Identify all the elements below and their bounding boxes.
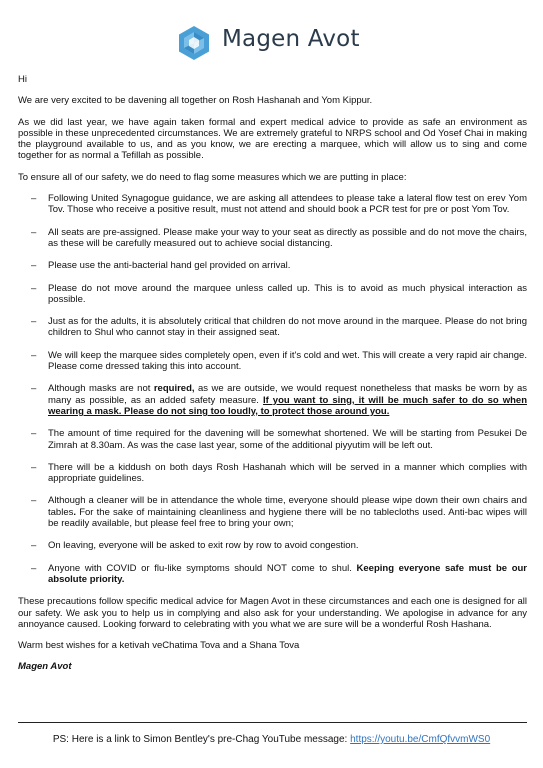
footer-divider	[18, 722, 527, 723]
list-item-masks: – Although masks are not required, as we are outside, we would request nonetheless that masks be worn by as many as possible, as an added safety measure. If you want to sing, it will be much safer to do so when wearing a mask. Please do not sing too loudly, to protect those around you.	[31, 383, 527, 417]
priority-statement: Keeping everyone safe must be our absolute priority.	[48, 562, 528, 585]
bullet-dash: –	[31, 383, 37, 395]
footer-text: PS: Here is a link to Simon Bentley's pre-Chag YouTube message:	[52, 734, 351, 745]
list-item: – On leaving, everyone will be asked to exit row by row to avoid congestion.	[31, 540, 359, 552]
list-item: – There will be a kiddush on both days Rosh Hashanah which will be served in a manner which complies with appropriate guidelines.	[31, 461, 527, 485]
bullet-dash: –	[31, 461, 37, 473]
bullet-dash: –	[31, 282, 37, 294]
measures-intro: To ensure all of our safety, we do need to flag some measures which we are putting in place:	[18, 171, 407, 183]
list-item: – Following United Synagogue guidance, we are asking all attendees to please take a lateral flow test on erev Yom Tov. Those who receive a positive result, must not attend and should book a PCR test for pre or post Yom Tov.	[31, 193, 527, 216]
list-item-symptoms: – Anyone with COVID or flu-like symptoms should NOT come to shul. Keeping everyone safe must be our absolute priority.	[31, 562, 528, 585]
bullet-dash: –	[31, 540, 37, 552]
list-item: – All seats are pre-assigned. Please make your way to your seat as directly as possible and do not move the chairs, as these will be carefully measured out to achieve social distancing.	[31, 226, 527, 249]
letter-body	[18, 74, 527, 683]
list-item: – We will keep the marquee sides completely open, even if it's cold and wet. This will create a very rapid air change. Please come dressed taking this into account.	[31, 349, 527, 373]
sign-off: Warm best wishes for a ketivah veChatima Tova and a Shana Tova	[18, 640, 300, 652]
emphasis: required,	[153, 383, 195, 395]
list-item: – Please use the anti-bacterial hand gel provided on arrival.	[31, 260, 291, 272]
measures-list	[18, 193, 527, 585]
list-item: – Just as for the adults, it is absolutely critical that children do not move around in the marquee. Please do not bring children to Shul who cannot stay in their assigned seat.	[31, 316, 527, 339]
context-paragraph: As we did last year, we have again taken formal and expert medical advice to provide as safe an environment as possible in these unprecedented circumstances. We are extremely grateful to NRPS school and Od Yosef Chai in making the playground available to us, and as you know, we are erecting a marquee, which will allow us to sing and come together for as normal a Tefillah as possible.	[18, 116, 527, 162]
signature: Magen Avot	[18, 661, 72, 673]
footer-note	[0, 734, 543, 745]
list-item: – The amount of time required for the davening will be somewhat shortened. We will be starting from Pesukei De Zimrah at 8.30am. As was the case last year, some of the additional piyyutim will be left out.	[31, 428, 527, 451]
bullet-dash: –	[31, 260, 37, 272]
bullet-dash: –	[31, 316, 37, 328]
bullet-dash: –	[31, 495, 37, 507]
letterhead	[0, 22, 543, 62]
bullet-dash: –	[31, 226, 37, 238]
singing-warning: If you want to sing, it will be much safer to do so when wearing a mask. Please do not sing too loudly, to protect those around you.	[48, 394, 527, 417]
bullet-dash: –	[31, 349, 37, 361]
bullet-dash: –	[31, 562, 37, 574]
list-item-cleaning: – Although a cleaner will be in attendance the whole time, everyone should please wipe down their own chairs and tables. For the sake of maintaining cleanliness and hygiene there will be no tablecloths used. Anti-bac wipes will be readily available, but please feel free to bring your own;	[31, 495, 527, 530]
logo-text: Magen Avot	[222, 26, 360, 52]
greeting: Hi	[18, 74, 27, 85]
bullet-dash: –	[31, 193, 37, 205]
intro-paragraph: We are very excited to be davening all together on Rosh Hashanah and Yom Kippur.	[18, 95, 373, 107]
youtube-link[interactable]: https://youtu.be/CmfQfvvmWS0	[350, 734, 491, 745]
bullet-dash: –	[31, 428, 37, 440]
diamond-shield-icon	[176, 25, 212, 61]
list-item: – Please do not move around the marquee unless called up. This is to avoid as much physical interaction as possible.	[31, 282, 527, 305]
closing-paragraph: These precautions follow specific medical advice for Magen Avot in these circumstances and each one is designed for all our safety. We ask you to help us in complying and also ask for your understanding. We apologise in advance for any annoyance caused. Looking forward to celebrating with you what we are sure will be a wonderful Rosh Hashana.	[18, 596, 527, 630]
